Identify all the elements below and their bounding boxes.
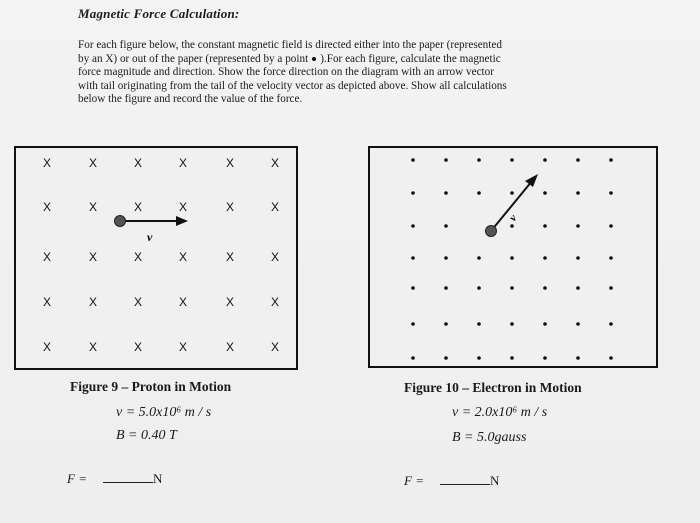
figure-10-field: B = 5.0gauss	[452, 430, 527, 445]
dot-field-mark	[576, 256, 580, 260]
x-field-mark: X	[226, 340, 235, 354]
dot-field-mark	[444, 191, 448, 195]
instructions-line-3: force magnitude and direction. Show the force direction on the diagram with an arrow vector	[78, 66, 494, 78]
dot-field-mark	[510, 356, 514, 360]
dot-field-mark	[609, 356, 613, 360]
dot-field-mark	[411, 286, 415, 290]
dot-field-mark	[543, 256, 547, 260]
x-field-mark: X	[89, 250, 98, 264]
dot-field-mark	[510, 286, 514, 290]
instructions-line-2	[78, 53, 638, 67]
dot-field-mark	[576, 158, 580, 162]
velocity-arrowhead-icon	[176, 216, 188, 226]
dot-field-mark	[411, 191, 415, 195]
proton-particle	[115, 216, 126, 227]
dot-field-mark	[510, 322, 514, 326]
force-answer-blank[interactable]	[440, 472, 490, 485]
velocity-label: v	[147, 230, 153, 244]
x-field-mark: X	[43, 340, 52, 354]
x-field-mark: X	[226, 156, 235, 170]
force-answer-blank[interactable]	[103, 470, 153, 483]
dot-field-mark	[444, 224, 448, 228]
dot-field-mark	[444, 356, 448, 360]
dot-field-mark	[543, 224, 547, 228]
force-label: F =	[67, 471, 87, 486]
x-field-mark: X	[43, 250, 52, 264]
x-field-mark: X	[134, 156, 143, 170]
electron-particle	[486, 226, 497, 237]
x-field-mark: X	[226, 200, 235, 214]
figure-10-velocity: v = 2.0x10⁶ m / s	[452, 405, 548, 420]
x-field-mark: X	[134, 200, 143, 214]
dot-field-mark	[510, 158, 514, 162]
field-into-page-grid	[43, 156, 279, 354]
dot-field-mark	[510, 224, 514, 228]
velocity-vector-line	[491, 181, 532, 231]
dot-field-mark	[477, 322, 481, 326]
x-field-mark: X	[179, 340, 188, 354]
x-field-mark: X	[179, 200, 188, 214]
x-field-mark: X	[271, 156, 280, 170]
x-field-mark: X	[179, 156, 188, 170]
x-field-mark: X	[89, 295, 98, 309]
x-field-mark: X	[134, 250, 143, 264]
dot-field-mark	[609, 256, 613, 260]
out-of-page-dot-icon	[312, 57, 316, 61]
dot-field-mark	[444, 286, 448, 290]
instructions-line-2a: by an X) or out of the paper (represented by a point	[78, 52, 309, 65]
figure-9-svg	[16, 148, 296, 368]
force-label: F =	[404, 473, 424, 488]
dot-field-mark	[609, 286, 613, 290]
figure-9-caption: Figure 9 – Proton in Motion	[70, 379, 232, 394]
x-field-mark: X	[271, 200, 280, 214]
figure-10-caption: Figure 10 – Electron in Motion	[404, 380, 582, 395]
dot-field-mark	[510, 191, 514, 195]
force-unit: N	[489, 473, 500, 488]
instructions-line-5: below the figure and record the value of the force.	[78, 93, 303, 105]
x-field-mark: X	[43, 156, 52, 170]
dot-field-mark	[576, 322, 580, 326]
velocity-label: v	[507, 212, 520, 224]
x-field-mark: X	[271, 340, 280, 354]
dot-field-mark	[543, 191, 547, 195]
dot-field-mark	[609, 158, 613, 162]
figure-10-force-answer	[404, 472, 499, 489]
dot-field-mark	[444, 256, 448, 260]
dot-field-mark	[543, 322, 547, 326]
figure-10-svg	[370, 148, 656, 366]
instructions-line-2b: ).For each figure, calculate the magnetic	[320, 52, 501, 65]
figure-9-force-answer	[67, 470, 162, 487]
dot-field-mark	[444, 158, 448, 162]
figure-9-velocity: v = 5.0x10⁶ m / s	[116, 405, 212, 420]
dot-field-mark	[477, 356, 481, 360]
field-out-of-page-grid	[411, 158, 613, 360]
x-field-mark: X	[134, 340, 143, 354]
force-unit: N	[152, 471, 163, 486]
x-field-mark: X	[271, 295, 280, 309]
dot-field-mark	[411, 322, 415, 326]
x-field-mark: X	[89, 156, 98, 170]
figure-9-diagram	[14, 146, 298, 370]
dot-field-mark	[444, 322, 448, 326]
dot-field-mark	[411, 356, 415, 360]
dot-field-mark	[477, 286, 481, 290]
instructions	[78, 39, 638, 107]
figure-9-field: B = 0.40 T	[116, 428, 177, 443]
x-field-mark: X	[226, 250, 235, 264]
dot-field-mark	[609, 191, 613, 195]
x-field-mark: X	[226, 295, 235, 309]
dot-field-mark	[477, 191, 481, 195]
figure-10-diagram	[368, 146, 658, 368]
dot-field-mark	[543, 356, 547, 360]
dot-field-mark	[576, 286, 580, 290]
x-field-mark: X	[179, 250, 188, 264]
dot-field-mark	[576, 224, 580, 228]
x-field-mark: X	[179, 295, 188, 309]
dot-field-mark	[477, 158, 481, 162]
dot-field-mark	[609, 224, 613, 228]
dot-field-mark	[411, 158, 415, 162]
x-field-mark: X	[89, 200, 98, 214]
dot-field-mark	[543, 158, 547, 162]
x-field-mark: X	[43, 200, 52, 214]
dot-field-mark	[609, 322, 613, 326]
dot-field-mark	[510, 256, 514, 260]
instructions-line-1: For each figure below, the constant magnetic field is directed either into the paper (represented	[78, 39, 502, 51]
x-field-mark: X	[89, 340, 98, 354]
instructions-line-4: with tail originating from the tail of the velocity vector as depicted above. Show all calculations	[78, 79, 507, 92]
dot-field-mark	[411, 256, 415, 260]
x-field-mark: X	[271, 250, 280, 264]
x-field-mark: X	[43, 295, 52, 309]
page-title: Magnetic Force Calculation:	[78, 6, 240, 21]
dot-field-mark	[477, 256, 481, 260]
dot-field-mark	[411, 224, 415, 228]
x-field-mark: X	[134, 295, 143, 309]
dot-field-mark	[576, 356, 580, 360]
dot-field-mark	[543, 286, 547, 290]
dot-field-mark	[576, 191, 580, 195]
velocity-arrowhead-icon	[525, 174, 538, 187]
